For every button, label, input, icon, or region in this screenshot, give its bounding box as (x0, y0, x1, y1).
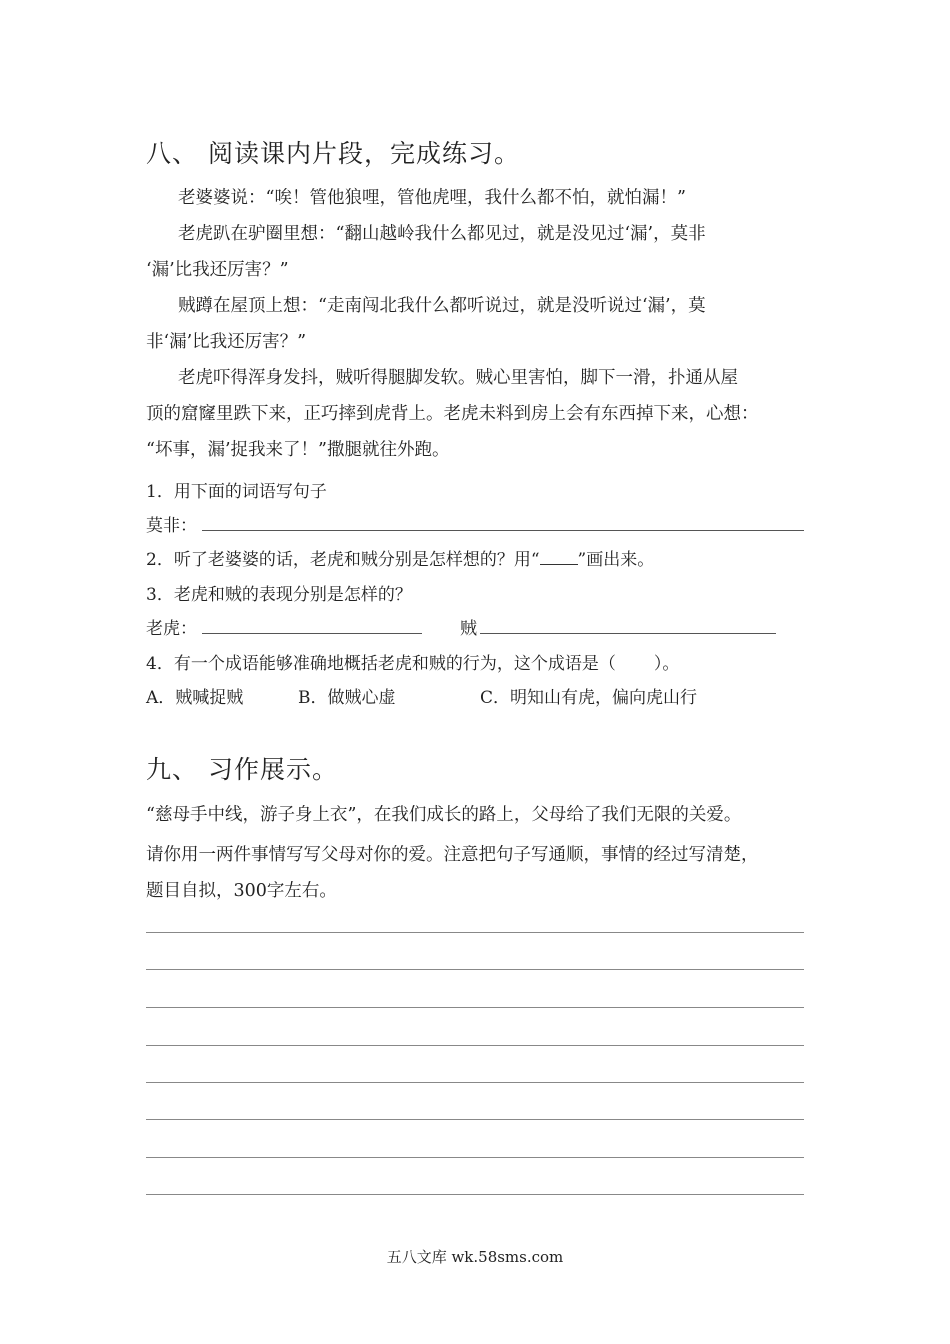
footer-watermark: 五八文库 wk.58sms.com (386, 1248, 564, 1266)
option-b[interactable]: B．做贼心虚 (298, 688, 396, 708)
q4-text-before: 4．有一个成语能够准确地概括老虎和贼的行为，这个成语是（ (146, 654, 616, 674)
writing-line[interactable] (146, 1194, 804, 1195)
passage-line-3: ‘漏’比我还厉害？” (146, 260, 289, 280)
section9-heading (146, 750, 338, 786)
option-a[interactable]: A．贼喊捉贼 (146, 688, 244, 708)
question-3: 3．老虎和贼的表现分别是怎样的？ (146, 585, 412, 605)
question-2 (146, 545, 654, 570)
passage-line-2: 老虎趴在驴圈里想：“翻山越岭我什么都见过，就是没见过‘漏’，莫非 (178, 224, 706, 244)
writing-line[interactable] (146, 1045, 804, 1046)
prompt-line-1: “慈母手中线，游子身上衣”，在我们成长的路上，父母给了我们无限的关爱。 (146, 805, 742, 825)
passage-line-8: “坏事，漏’捉我来了！”撒腿就往外跑。 (146, 440, 450, 460)
prompt-line-3: 题目自拟，300字左右。 (146, 881, 337, 901)
question-4 (146, 649, 679, 674)
writing-line[interactable] (146, 1007, 804, 1008)
writing-line[interactable] (146, 932, 804, 933)
writing-line[interactable] (146, 1119, 804, 1120)
q3-thief-answer-line[interactable] (480, 633, 776, 634)
prompt-line-2: 请你用一两件事情写写父母对你的爱。注意把句子写通顺，事情的经过写清楚， (146, 845, 759, 865)
section8-title: 阅读课内片段，完成练习。 (208, 139, 521, 168)
q2-text-before: 2．听了老婆婆的话，老虎和贼分别是怎样想的？用“ (146, 550, 540, 570)
q3-tiger-answer-line[interactable] (202, 633, 422, 634)
section9-number: 九、 (146, 755, 199, 784)
writing-line[interactable] (146, 1082, 804, 1083)
passage-line-6: 老虎吓得浑身发抖，贼听得腿脚发软。贼心里害怕，脚下一滑，扑通从屋 (178, 368, 738, 388)
section8-number: 八、 (146, 139, 199, 168)
question-1: 1．用下面的词语写句子 (146, 482, 327, 502)
passage-line-1: 老婆婆说：“唉！管他狼哩，管他虎哩，我什么都不怕，就怕漏！” (178, 188, 686, 208)
writing-line[interactable] (146, 969, 804, 970)
q2-underline-mark (540, 550, 578, 565)
q3-thief-label: 贼 (460, 619, 477, 639)
q1-answer-line[interactable] (202, 530, 804, 531)
passage-line-4: 贼蹲在屋顶上想：“走南闯北我什么都听说过，就是没听说过‘漏’，莫 (178, 296, 706, 316)
q3-tiger-label: 老虎： (146, 619, 197, 639)
q4-text-after: ）。 (653, 654, 680, 674)
q1-word-label: 莫非： (146, 516, 197, 536)
q2-text-after: ”画出来。 (577, 550, 655, 570)
writing-line[interactable] (146, 1157, 804, 1158)
passage-line-5: 非‘漏’比我还厉害？” (146, 332, 307, 352)
section9-title: 习作展示。 (208, 755, 339, 784)
section8-heading (146, 134, 520, 170)
option-c[interactable]: C．明知山有虎，偏向虎山行 (480, 688, 698, 708)
passage-line-7: 顶的窟窿里跌下来，正巧摔到虎背上。老虎未料到房上会有东西掉下来，心想： (146, 404, 759, 424)
